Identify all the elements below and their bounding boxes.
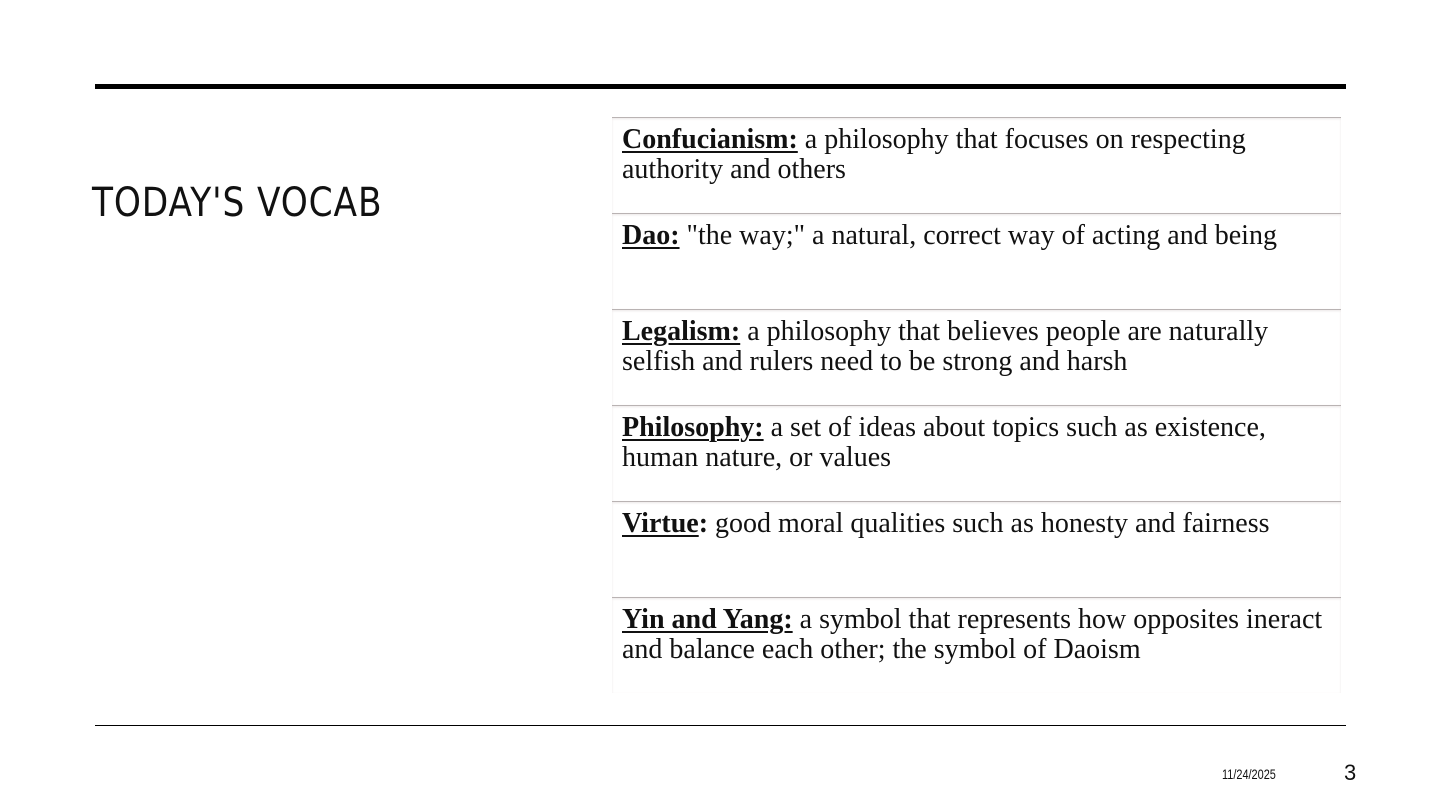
page-number: 3 [1344,760,1357,785]
vocab-list [612,117,1341,693]
vocab-item-legalism [612,309,1341,405]
vocab-item-philosophy [612,405,1341,501]
vocab-item-yin-and-yang [612,597,1341,693]
footer-date: 11/24/2025 [1222,766,1276,782]
vocab-definition: "the way;" a natural, correct way of acting and being [679,220,1277,251]
vocab-term-colon: : [698,508,709,539]
bottom-rule [95,725,1346,726]
vocab-definition: a philosophy that believes people are naturally selfish and rulers need to be strong and harsh [622,316,1269,377]
vocab-definition: good moral qualities such as honesty and fairness [708,508,1270,539]
vocab-term: Confucianism: [622,124,798,155]
slide-title: TODAY'S VOCAB [92,180,383,226]
vocab-term: Yin and Yang: [622,604,793,635]
vocab-definition: a set of ideas about topics such as existence, human nature, or values [622,412,1266,473]
vocab-term: Legalism: [622,316,741,347]
vocab-item-confucianism [612,117,1341,213]
top-rule [95,84,1346,89]
vocab-term: Dao: [622,220,680,251]
vocab-term: Virtue [622,508,699,539]
vocab-item-virtue [612,501,1341,597]
vocab-term: Philosophy: [622,412,764,443]
vocab-definition: a philosophy that focuses on respecting authority and others [622,124,1246,185]
vocab-definition: a symbol that represents how opposites ineract and balance each other; the symbol of Daoism [622,604,1323,665]
vocab-item-dao [612,213,1341,309]
